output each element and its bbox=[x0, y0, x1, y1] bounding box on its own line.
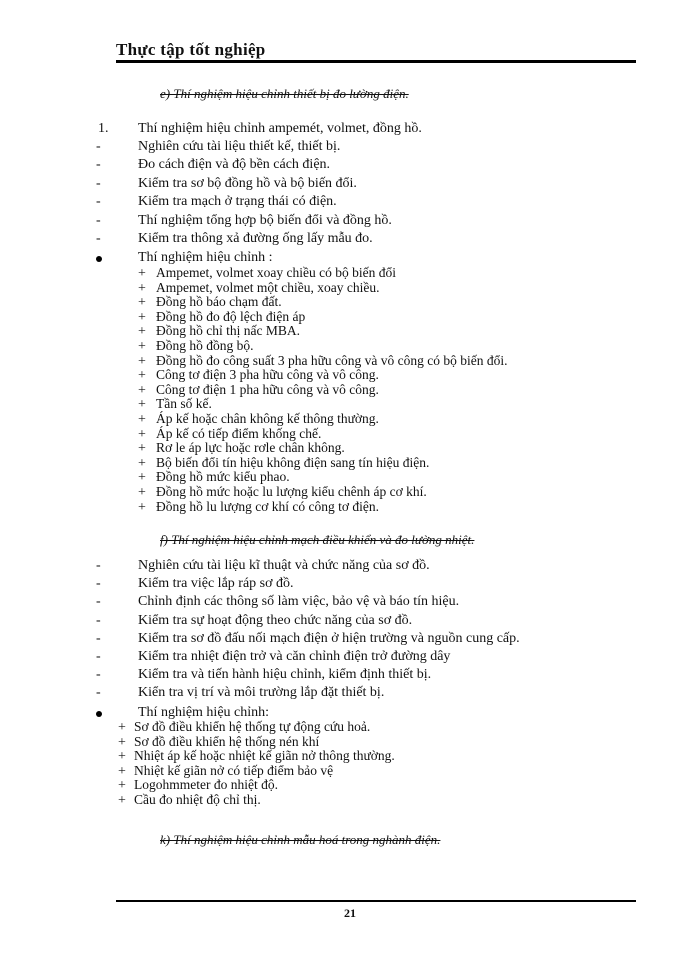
list-item-marker: - bbox=[96, 685, 101, 701]
list-item-marker: + bbox=[138, 309, 146, 325]
list-item: Nghiên cứu tài liệu thiết kế, thiết bị. bbox=[138, 139, 341, 154]
list-item-marker: + bbox=[138, 426, 146, 442]
list-item: Chỉnh định các thông số làm việc, bảo vệ và báo tín hiệu. bbox=[138, 594, 460, 610]
list-item: Sơ đồ điều khiển hệ thống nén khí bbox=[134, 733, 320, 749]
list-item: Đồng hồ đo công suất 3 pha hữu công và vô công có bộ biến đổi. bbox=[156, 352, 508, 368]
list-item-marker: + bbox=[118, 763, 126, 779]
list-item-marker: - bbox=[96, 649, 101, 664]
list-item: Đo cách điện và độ bền cách điện. bbox=[138, 157, 331, 173]
list-item: Kiển tra vị trí và môi trường lắp đặt thiết bị. bbox=[138, 685, 385, 701]
list-item-marker: - bbox=[96, 175, 101, 191]
footer-rule bbox=[116, 900, 636, 902]
list-item-marker: + bbox=[118, 749, 126, 765]
list-item: Nhiệt áp kế hoặc nhiệt kế giãn nở thông thường. bbox=[134, 748, 395, 764]
list-item-marker: + bbox=[118, 778, 126, 794]
section-f-title: f) Thí nghiệm hiệu chỉnh mạch điều khiển và đo lường nhiệt. bbox=[160, 532, 475, 547]
list-item-marker: - bbox=[96, 212, 101, 228]
list-item: Kiểm tra nhiệt điện trở và căn chỉnh điện trở đường dây bbox=[138, 649, 451, 664]
list-item-marker: + bbox=[138, 412, 146, 427]
list-item: Cầu đo nhiệt độ chỉ thị. bbox=[134, 792, 261, 807]
list-item-marker: - bbox=[96, 612, 101, 628]
list-item: Đồng hồ chỉ thị nấc MBA. bbox=[156, 323, 300, 339]
section-f-bullet-heading: Thí nghiệm hiệu chỉnh: bbox=[138, 705, 270, 720]
list-item-marker: + bbox=[118, 734, 126, 750]
list-item-marker: + bbox=[138, 295, 146, 311]
list-item: Nghiên cứu tài liệu kĩ thuật và chức năng của sơ đồ. bbox=[138, 558, 430, 573]
section-e-title: e) Thí nghiệm hiệu chỉnh thiết bị đo lường điện. bbox=[160, 86, 409, 101]
section-k-title: k) Thí nghiệm hiệu chỉnh mẫu hoá trong nghành điện. bbox=[160, 832, 441, 847]
list-item: Đồng hồ đồng bộ. bbox=[156, 338, 254, 353]
list-item-marker: + bbox=[138, 339, 146, 354]
list-item-marker: + bbox=[138, 485, 146, 500]
list-item: Sơ đồ điều khiển hệ thống tự động cứu hoả. bbox=[134, 719, 371, 734]
list-item-marker: + bbox=[118, 720, 126, 735]
list-item: Ampemet, volmet xoay chiều có bộ biến đổi bbox=[156, 265, 396, 280]
list-item-marker: - bbox=[96, 594, 101, 610]
list-item-marker: - bbox=[96, 558, 101, 573]
list-item-marker: + bbox=[138, 441, 146, 457]
bullet-dot bbox=[96, 256, 102, 262]
list-item-marker: + bbox=[138, 455, 146, 471]
list-item: Công tơ điện 3 pha hữu công và vô công. bbox=[156, 367, 379, 383]
bullet-dot bbox=[96, 711, 102, 717]
list-item-marker: - bbox=[96, 194, 101, 210]
list-item: Đồng hồ báo chạm đất. bbox=[156, 294, 282, 310]
list-item-marker: + bbox=[138, 499, 146, 515]
list-item: Áp kế có tiếp điểm khống chế. bbox=[156, 425, 322, 441]
list-item-marker: - bbox=[96, 576, 101, 592]
list-item: Đồng hồ đo độ lệch điện áp bbox=[156, 308, 306, 324]
list-item: Kiểm tra mạch ở trạng thái có điện. bbox=[138, 194, 337, 210]
list-item-marker: + bbox=[138, 280, 146, 296]
list-item-marker: + bbox=[138, 324, 146, 340]
list-item: Kiểm tra thông xả đường ống lấy mẫu đo. bbox=[138, 231, 373, 246]
list-item-marker: - bbox=[96, 231, 101, 246]
list-item: Đồng hồ mức kiểu phao. bbox=[156, 469, 290, 485]
page-number: 21 bbox=[344, 906, 356, 920]
list-item: Bộ biến đổi tín hiệu không điện sang tín hiệu điện. bbox=[156, 454, 430, 470]
list-item-marker: - bbox=[96, 157, 101, 173]
list-item: Áp kế hoặc chân không kế thông thường. bbox=[156, 411, 379, 426]
list-item-marker: + bbox=[118, 793, 126, 808]
list-item: Đồng hồ lu lượng cơ khí có công tơ điện. bbox=[156, 498, 379, 514]
list-item-marker: - bbox=[96, 139, 101, 154]
list-item: Logohmmeter đo nhiệt độ. bbox=[134, 777, 278, 793]
list-item: Tần số kế. bbox=[156, 396, 212, 412]
list-item: Thí nghiệm tổng hợp bộ biến đổi và đồng hồ. bbox=[138, 212, 392, 228]
numbered-item-text: Thí nghiệm hiệu chỉnh ampemét, volmet, đồng hồ. bbox=[138, 121, 422, 136]
list-item: Công tơ điện 1 pha hữu công và vô công. bbox=[156, 381, 379, 397]
list-item: Kiểm tra và tiến hành hiệu chỉnh, kiểm định thiết bị. bbox=[138, 667, 432, 683]
list-item: Ampemet, volmet một chiều, xoay chiều. bbox=[156, 279, 380, 295]
page-header-title: Thực tập tốt nghiệp bbox=[116, 40, 266, 59]
list-item-marker: + bbox=[138, 470, 146, 486]
list-item: Kiểm tra việc lắp ráp sơ đồ. bbox=[138, 576, 294, 592]
list-item-marker: + bbox=[138, 368, 146, 384]
list-item: Nhiệt kế giãn nở có tiếp điểm bảo vệ bbox=[134, 762, 334, 778]
list-item: Kiểm tra sự hoạt động theo chức năng của sơ đồ. bbox=[138, 612, 413, 628]
list-item-marker: - bbox=[96, 667, 101, 683]
list-item: Kiểm tra sơ bộ đồng hồ và bộ biến đổi. bbox=[138, 175, 357, 191]
list-item-marker: + bbox=[138, 397, 146, 413]
header-rule bbox=[116, 60, 636, 63]
list-item: Rơ le áp lực hoặc rơle chân không. bbox=[156, 440, 345, 456]
list-item: Kiểm tra sơ đồ đấu nối mạch điện ở hiện trường và nguồn cung cấp. bbox=[138, 630, 520, 646]
list-item-marker: - bbox=[96, 630, 101, 646]
numbered-marker: 1. bbox=[98, 121, 109, 136]
section-e-bullet-heading: Thí nghiệm hiệu chỉnh : bbox=[138, 250, 273, 265]
list-item-marker: + bbox=[138, 353, 146, 369]
list-item-marker: + bbox=[138, 382, 146, 398]
list-item: Đồng hồ mức hoặc lu lượng kiểu chênh áp cơ khí. bbox=[156, 484, 427, 499]
list-item-marker: + bbox=[138, 266, 146, 281]
